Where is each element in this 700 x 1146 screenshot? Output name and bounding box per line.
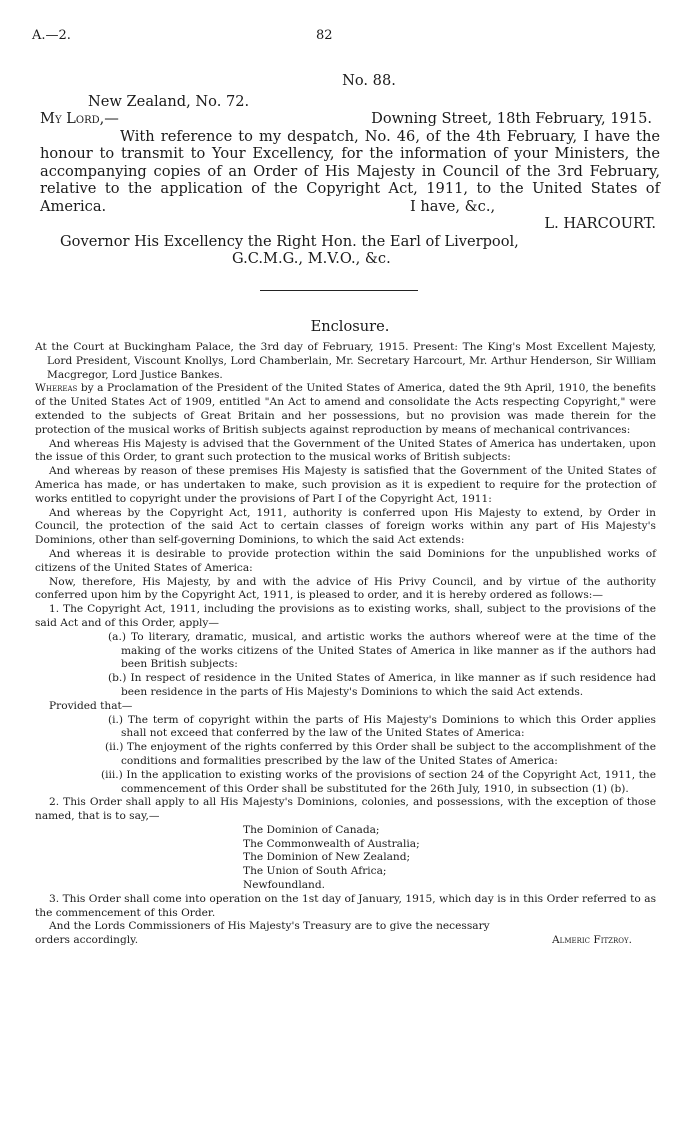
enclosure-signature: Almeric Fitzroy. [552,934,632,947]
whereas-lead: Whereas [35,382,78,395]
dominion-item: The Commonwealth of Australia; [243,837,420,850]
dominion-list [35,824,656,893]
addressee-line-1: Governor His Excellency the Right Hon. the Earl of Liverpool, [60,232,519,250]
whereas-text: by a Proclamation of the President of the United States of America, dated the 9th April, 1910, the benefits of the United States Act of 1909, entitled "An Act to amend and consolidate the Acts respecting Copyright," were extended to the subjects of Great Britain and her possessions, but no provision was made therein for the protection of the musical works of British subjects against reproduction by means of mechanical contrivances: [35,382,656,436]
letter-body: With reference to my despatch, No. 46, of the 4th February, I have the honour to transmit to Your Excellency, for the information of your Ministers, the accompanying copies of an Order of His Majesty in Council of the 3rd February, relative to the application of the Copyright Act, 1911, to the United States of America. [40,127,660,215]
addressee-line-2: G.C.M.G., M.V.O., &c. [232,250,391,267]
letter-closing: I have, &c., [410,197,496,215]
provided-that: Provided that— [49,699,133,712]
dominion-item: The Dominion of Canada; [243,823,380,836]
document-reference: A.—2. [32,28,71,43]
paragraph-6: Now, therefore, His Majesty, by and with the advice of His Privy Council, and by virtue of the authority conferred upon him by the Copyright Act, 1911, is pleased to order, and it is hereby ordered as follows:— [35,575,656,602]
section-1b: (b.) In respect of residence in the United States of America, in like manner as if such residence had been residence in the parts of His Majesty's Dominions to which the said Act extends. [108,672,656,698]
page-number: 82 [316,28,333,43]
paragraph-3: And whereas by reason of these premises His Majesty is satisfied that the Government of the United States of America has made, or has undertaken to make, such provision as it is expedient to require for the protection of works entitled to copyright under the provisions of Part I of the Copyright Act, 1911: [35,465,656,505]
place-date: Downing Street, 18th February, 1915. [371,110,652,127]
dominion-item: The Dominion of New Zealand; [243,851,411,864]
dominion-item: Newfoundland. [243,879,326,892]
court-paragraph: At the Court at Buckingham Palace, the 3rd day of February, 1915. Present: The King's Most Excellent Majesty, Lord President, Viscount Knollys, Lord Chamberlain, Mr. Secretary Harcourt, Mr. Arthur Henderson, Sir William Macgregor, Lord Justice Bankes. [35,341,656,381]
despatch-letter [40,72,660,268]
enclosure-title: Enclosure. [310,318,390,335]
section-2: 2. This Order shall apply to all His Majesty's Dominions, colonies, and possessions, with the exception of those named, that is to say,— [35,796,656,823]
section-4: And the Lords Commissioners of His Majesty's Treasury are to give the necessary orders accordingly. [35,920,490,947]
section-3: 3. This Order shall come into operation on the 1st day of January, 1915, which day is in this Order referred to as the commencement of this Order. [35,892,656,919]
despatch-number: No. 88. [342,72,396,89]
section-1: 1. The Copyright Act, 1911, including the provisions as to existing works, shall, subject to the provisions of the said Act and of this Order, apply— [35,603,656,629]
proviso-iii: (iii.) In the application to existing works of the provisions of section 24 of the Copyright Act, 1911, the commencement of this Order shall be substituted for the 26th July, 1910, in subsection (1) (b). [101,768,656,795]
paragraph-4: And whereas by the Copyright Act, 1911, authority is conferred upon His Majesty to extend, by Order in Council, the protection of the said Act to certain classes of foreign works within any part of His Majesty's Dominions, other than self-governing Dominions, to which the said Act extends: [35,506,656,547]
enclosure-body [35,341,656,948]
divider-rule [260,290,418,291]
letter-signature: L. HARCOURT. [544,215,656,232]
paragraph-2: And whereas His Majesty is advised that the Government of the United States of America has undertaken, upon the issue of this Order, to grant such protection to the musical works of British subjects: [35,437,656,464]
proviso-i: (i.) The term of copyright within the parts of His Majesty's Dominions to which this Order applies shall not exceed that conferred by the law of the United States of America: [108,713,656,740]
dominion-item: The Union of South Africa; [243,865,387,878]
section-1a: (a.) To literary, dramatic, musical, and artistic works the authors whereof were at the time of the making of the works citizens of the United States of America in like manner as if the authors had been British subjects: [108,630,656,671]
proviso-ii: (ii.) The enjoyment of the rights conferred by this Order shall be subject to the accomplishment of the conditions and formalities prescribed by the law of the United States of America: [105,741,656,767]
paragraph-5: And whereas it is desirable to provide protection within the said Dominions for the unpublished works of citizens of the United States of America: [35,547,656,574]
salutation-line [40,110,660,128]
whereas-paragraph [35,382,656,437]
nz-number: New Zealand, No. 72. [88,92,250,110]
salutation: My Lord,— [40,110,119,127]
